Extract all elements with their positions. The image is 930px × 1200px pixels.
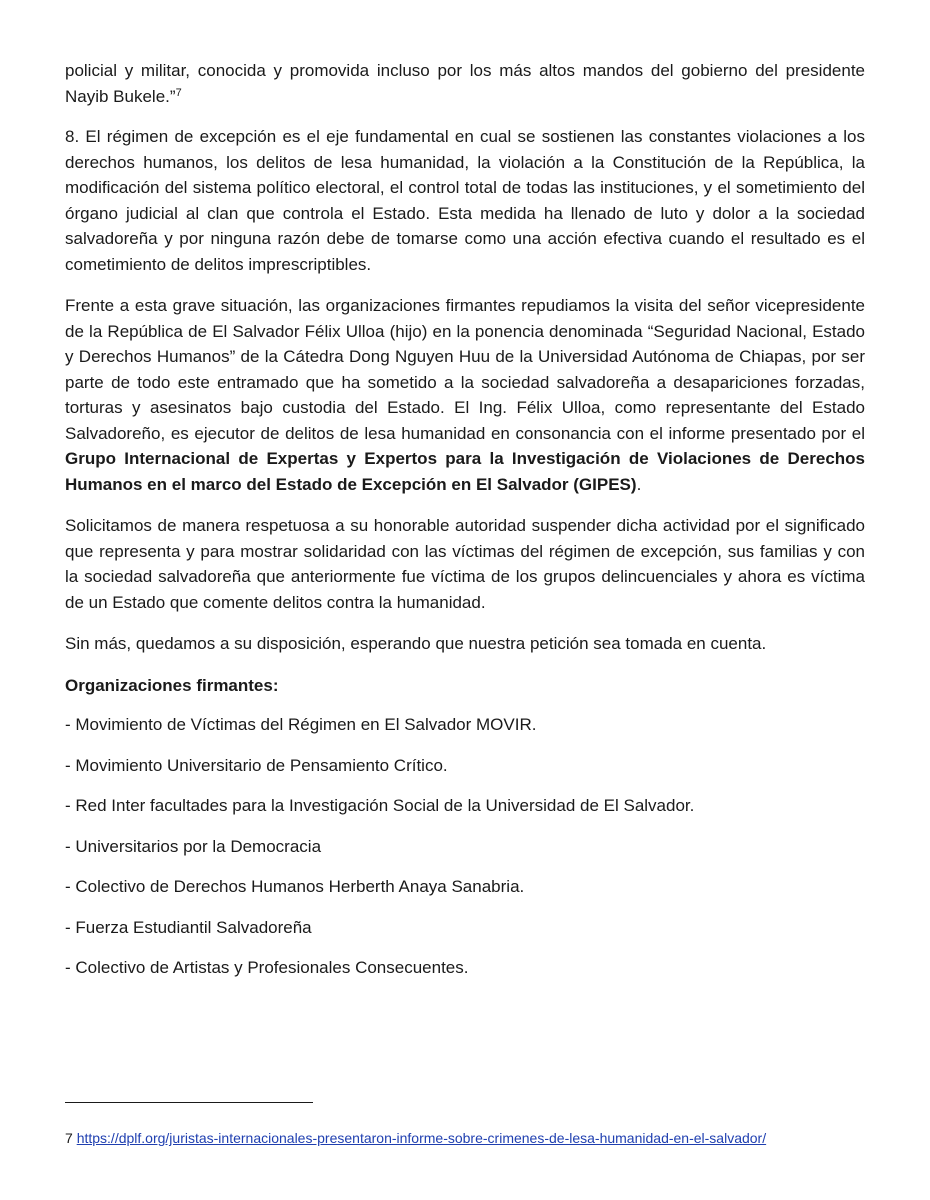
footnote-link[interactable]: https://dplf.org/juristas-internacionales-presentaron-informe-sobre-crimenes-de-lesa-humanidad-en-el-salvador/: [76, 1130, 767, 1146]
paragraph-point-8: 8. El régimen de excepción es el eje fundamental en cual se sostienen las constantes violaciones a los derechos humanos, los delitos de lesa humanidad, la violación a la Constitución de la República, la modificación del sistema político electoral, el control total de todas las instituciones, y el sometimiento del órgano judicial al clan que controla el Estado. Esta medida ha llenado de luto y dolor a la sociedad salvadoreña y por ninguna razón debe de tomarse como una acción efectiva cuando el resultado es el cometimiento de delitos imprescriptibles.: [65, 127, 865, 274]
paragraph-continuation: [65, 58, 865, 109]
paragraph-end: .: [636, 474, 642, 494]
paragraph-request: Solicitamos de manera respetuosa a su honorable autoridad suspender dicha actividad por el significado que representa y para mostrar solidaridad con las víctimas del régimen de excepción, sus familias y con la sociedad salvadoreña que anteriormente fue víctima de los grupos delincuenciales y ahora es víctima de un Estado que comente delitos contra la humanidad.: [65, 516, 865, 612]
paragraph-text: policial y militar, conocida y promovida incluso por los más altos mandos del gobierno del presidente Nayib Bukele.”: [65, 61, 865, 106]
organizations-list: [65, 712, 865, 981]
organizations-heading: Organizaciones firmantes:: [65, 675, 279, 695]
organization-item: - Red Inter facultades para la Investigación Social de la Universidad de El Salvador.: [65, 796, 695, 815]
footnote-number: 7: [65, 1130, 73, 1146]
organization-item: - Colectivo de Artistas y Profesionales Consecuentes.: [65, 958, 469, 977]
organization-item: - Movimiento Universitario de Pensamiento Crítico.: [65, 755, 448, 775]
paragraph-repudiation: [65, 293, 865, 497]
paragraph-text: Frente a esta grave situación, las organizaciones firmantes repudiamos la visita del señor vicepresidente de la República de El Salvador Félix Ulloa (hijo) en la ponencia denominada “Seguridad Nacional, Estado y Derechos Humanos” de la Cátedra Dong Nguyen Huu de la Universidad Autónoma de Chiapas, por ser parte de todo este entramado que ha sometido a la sociedad salvadoreña a desapariciones forzadas, torturas y asesinatos bajo custodia del Estado. El Ing. Félix Ulloa, como representante del Estado Salvadoreño, es ejecutor de delitos de lesa humanidad en consonancia con el informe presentado por el: [65, 296, 865, 443]
paragraph-closing: Sin más, quedamos a su disposición, esperando que nuestra petición sea tomada en cuenta.: [65, 634, 767, 653]
organization-item: - Fuerza Estudiantil Salvadoreña: [65, 917, 312, 937]
footnote-reference: 7: [175, 86, 182, 99]
gipes-bold-text: Grupo Internacional de Expertas y Expertos para la Investigación de Violaciones de Derechos Humanos en el marco del Estado de Excepción en El Salvador (GIPES): [65, 449, 865, 494]
footnote: [65, 1128, 855, 1148]
organization-item: - Universitarios por la Democracia: [65, 836, 322, 856]
footnote-separator: [65, 1102, 313, 1103]
organization-item: - Colectivo de Derechos Humanos Herberth Anaya Sanabria.: [65, 877, 525, 896]
organization-item: - Movimiento de Víctimas del Régimen en El Salvador MOVIR.: [65, 715, 537, 734]
